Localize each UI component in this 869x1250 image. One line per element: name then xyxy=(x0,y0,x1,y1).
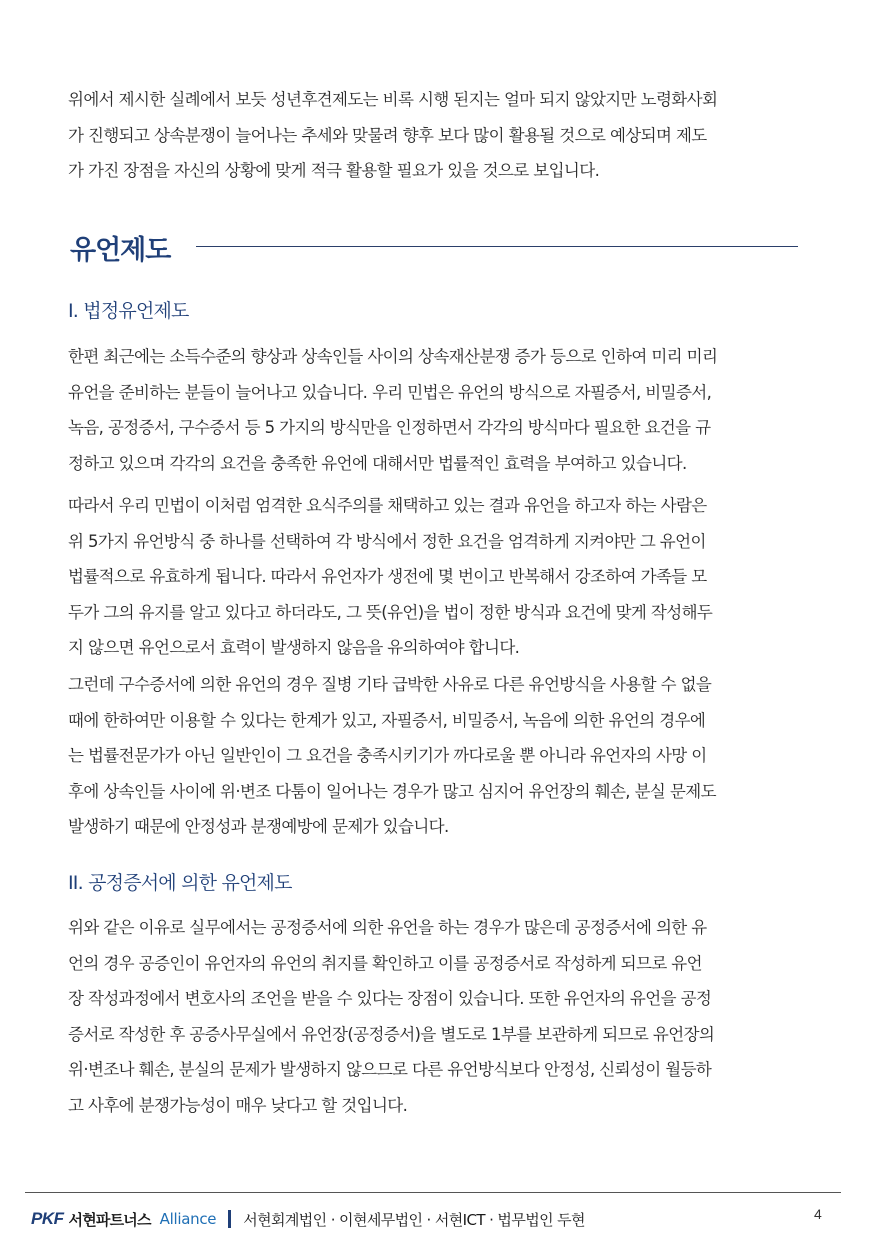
sub1-paragraph-2 xyxy=(68,488,803,666)
pkf-logo: PKF xyxy=(31,1209,64,1228)
section-title: 유언제도 xyxy=(70,235,171,266)
footer-brand: 서현파트너스 xyxy=(68,1210,151,1229)
paragraph-line: 유언을 준비하는 분들이 늘어나고 있습니다. 우리 민법은 유언의 방식으로 자필증서, 비밀증서, xyxy=(68,382,712,402)
sub2-paragraph-1 xyxy=(68,910,803,1123)
page-number: 4 xyxy=(814,1206,822,1222)
paragraph-line: 녹음, 공정증서, 구수증서 등 5 가지의 방식만을 인정하면서 각각의 방식마다 필요한 요건을 규 xyxy=(68,418,711,437)
subsection-title-1: I. 법정유언제도 xyxy=(68,300,189,322)
paragraph-line: 한편 최근에는 소득수준의 향상과 상속인들 사이의 상속재산분쟁 증가 등으로 인하여 미리 미리 xyxy=(68,347,718,366)
footer-rule xyxy=(25,1192,841,1193)
paragraph-line: 그런데 구수증서에 의한 유언의 경우 질병 기타 급박한 사유로 다른 유언방식을 사용할 수 없을 xyxy=(68,675,712,694)
sub1-paragraph-3 xyxy=(68,667,803,845)
paragraph-line: 는 법률전문가가 아닌 일반인이 그 요건을 충족시키기가 까다로울 뿐 아니라 유언자의 사망 이 xyxy=(68,746,707,765)
sub1-paragraph-1 xyxy=(68,339,803,481)
section-title-rule xyxy=(196,246,798,247)
footer xyxy=(31,1206,585,1232)
paragraph-line: 지 않으면 유언으로서 효력이 발생하지 않음을 유의하여야 합니다. xyxy=(68,638,520,657)
intro-line: 가 가진 장점을 자신의 상황에 맞게 적극 활용할 필요가 있을 것으로 보입니다. xyxy=(68,161,600,180)
paragraph-line: 따라서 우리 민법이 이처럼 엄격한 요식주의를 채택하고 있는 결과 유언을 하고자 하는 사람은 xyxy=(68,496,707,515)
paragraph-line: 위·변조나 훼손, 분실의 문제가 발생하지 않으므로 다른 유언방식보다 안정성, 신뢰성이 월등하 xyxy=(68,1060,712,1079)
footer-alliance: Alliance xyxy=(159,1210,217,1228)
intro-line: 가 진행되고 상속분쟁이 늘어나는 추세와 맞물려 향후 보다 많이 활용될 것으로 예상되며 제도 xyxy=(68,125,707,145)
paragraph-line: 고 사후에 분쟁가능성이 매우 낮다고 할 것입니다. xyxy=(68,1095,408,1115)
paragraph-line: 때에 한하여만 이용할 수 있다는 한계가 있고, 자필증서, 비밀증서, 녹음에 의한 유언의 경우에 xyxy=(68,710,706,730)
intro-line: 위에서 제시한 실례에서 보듯 성년후견제도는 비록 시행 된지는 얼마 되지 않았지만 노령화사회 xyxy=(68,90,718,109)
subsection-title-2: II. 공정증서에 의한 유언제도 xyxy=(68,872,292,894)
paragraph-line: 위 5가지 유언방식 중 하나를 선택하여 각 방식에서 정한 요건을 엄격하게 지켜야만 그 유언이 xyxy=(68,531,706,551)
paragraph-line: 정하고 있으며 각각의 요건을 충족한 유언에 대해서만 법률적인 효력을 부여하고 있습니다. xyxy=(68,453,687,473)
footer-firms: 서현회계법인 · 이현세무법인 · 서현ICT · 법무법인 두현 xyxy=(243,1210,585,1229)
paragraph-line: 두가 그의 유지를 알고 있다고 하더라도, 그 뜻(유언)을 법이 정한 방식과 요건에 맞게 작성해두 xyxy=(68,602,713,622)
paragraph-line: 장 작성과정에서 변호사의 조언을 받을 수 있다는 장점이 있습니다. 또한 유언자의 유언을 공정 xyxy=(68,989,712,1008)
paragraph-line: 후에 상속인들 사이에 위·변조 다툼이 일어나는 경우가 많고 심지어 유언장의 훼손, 분실 문제도 xyxy=(68,781,716,801)
paragraph-line: 언의 경우 공증인이 유언자의 유언의 취지를 확인하고 이를 공정증서로 작성하게 되므로 유언 xyxy=(68,953,702,973)
paragraph-line: 법률적으로 유효하게 됩니다. 따라서 유언자가 생전에 몇 번이고 반복해서 강조하여 가족들 모 xyxy=(68,567,707,586)
paragraph-line: 증서로 작성한 후 공증사무실에서 유언장(공정증서)을 별도로 1부를 보관하게 되므로 유언장의 xyxy=(68,1024,715,1044)
paragraph-line: 위와 같은 이유로 실무에서는 공정증서에 의한 유언을 하는 경우가 많은데 공정증서에 의한 유 xyxy=(68,918,707,937)
paragraph-line: 발생하기 때문에 안정성과 분쟁예방에 문제가 있습니다. xyxy=(68,817,449,836)
intro-paragraph xyxy=(68,82,803,189)
footer-divider-bar xyxy=(228,1210,231,1228)
